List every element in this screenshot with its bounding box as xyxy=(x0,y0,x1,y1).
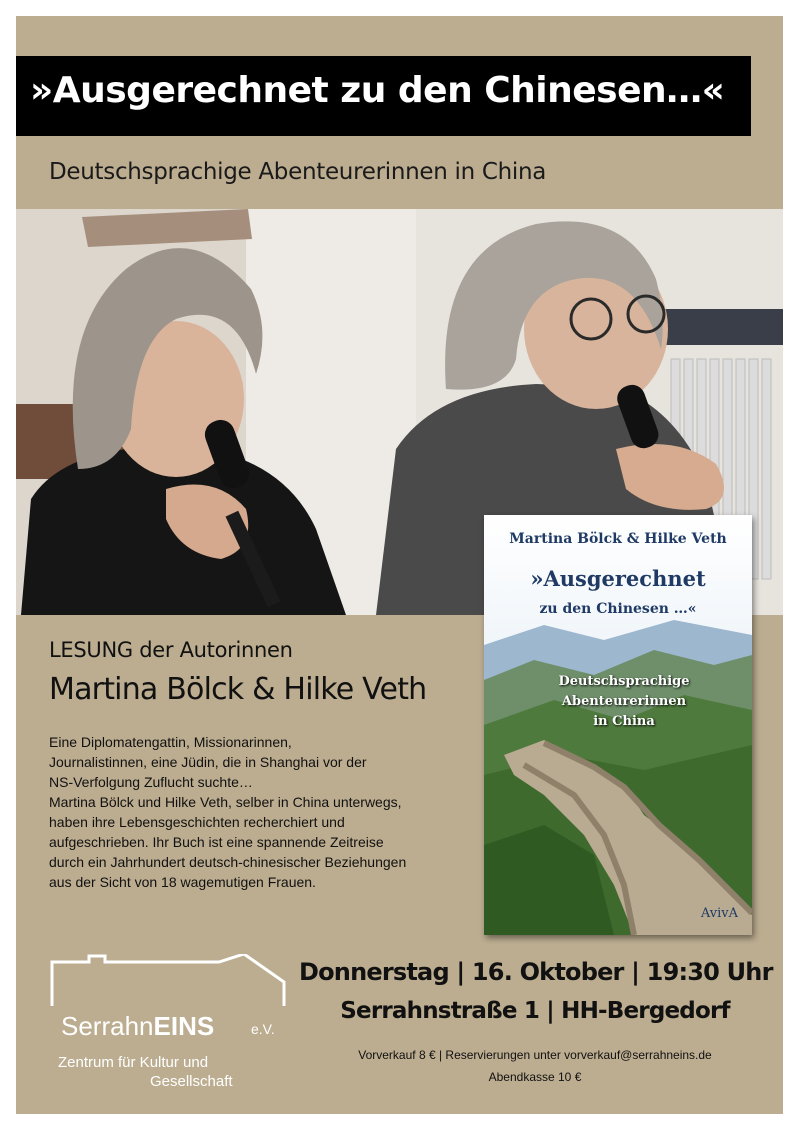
serrahneins-logo-building-icon xyxy=(49,954,289,1009)
reading-label: LESUNG der Autorinnen xyxy=(49,638,293,662)
book-cover xyxy=(484,515,752,935)
reading-description xyxy=(49,732,489,892)
presale-info: Vorverkauf 8 € | Reservierungen unter vorverkauf@serrahneins.de xyxy=(358,1048,712,1062)
description-line: haben ihre Lebensgeschichten recherchiert und xyxy=(49,814,345,830)
title-bar xyxy=(16,56,751,136)
box-office-info: Abendkasse 10 € xyxy=(488,1070,582,1084)
description-line: NS-Verfolgung Zuflucht suchte… xyxy=(49,774,253,790)
book-subtitle-line: Abenteurerinnen xyxy=(561,694,687,709)
event-date-time: Donnerstag | 16. Oktober | 19:30 Uhr xyxy=(299,958,773,986)
logo-name-bold: EINS xyxy=(153,1011,215,1041)
logo-tagline-line1: Zentrum für Kultur und xyxy=(58,1054,209,1071)
description-line: Martina Bölck und Hilke Veth, selber in China unterwegs, xyxy=(49,794,402,810)
poster xyxy=(16,16,783,1114)
description-line: durch ein Jahrhundert deutsch-chinesischer Beziehungen xyxy=(49,854,407,870)
description-line: Journalistinnen, eine Jüdin, die in Shanghai vor der xyxy=(49,754,367,770)
description-line: aufgeschrieben. Ihr Buch ist eine spannende Zeitreise xyxy=(49,834,384,850)
logo-tagline-line2: Gesellschaft xyxy=(150,1073,233,1090)
book-title-line2: zu den Chinesen …« xyxy=(539,601,697,617)
book-authors: Martina Bölck & Hilke Veth xyxy=(509,531,727,547)
book-subtitle-line: Deutschsprachige xyxy=(558,674,690,689)
logo-suffix: e.V. xyxy=(251,1021,275,1037)
reading-authors: Martina Bölck & Hilke Veth xyxy=(49,672,427,707)
logo-name xyxy=(61,1011,214,1042)
poster-subtitle: Deutschsprachige Abenteurerinnen in China xyxy=(49,159,547,185)
event-location: Serrahnstraße 1 | HH-Bergedorf xyxy=(340,998,730,1024)
book-title-line1: »Ausgerechnet xyxy=(530,566,706,591)
book-publisher: AvivA xyxy=(700,906,738,921)
book-subtitle-line: in China xyxy=(593,714,655,729)
poster-title: »Ausgerechnet zu den Chinesen…« xyxy=(30,70,725,111)
description-line: aus der Sicht von 18 wagemutigen Frauen. xyxy=(49,874,316,890)
book-subtitle xyxy=(524,672,724,732)
logo-name-regular: Serrahn xyxy=(61,1011,154,1041)
description-line: Eine Diplomatengattin, Missionarinnen, xyxy=(49,734,292,750)
